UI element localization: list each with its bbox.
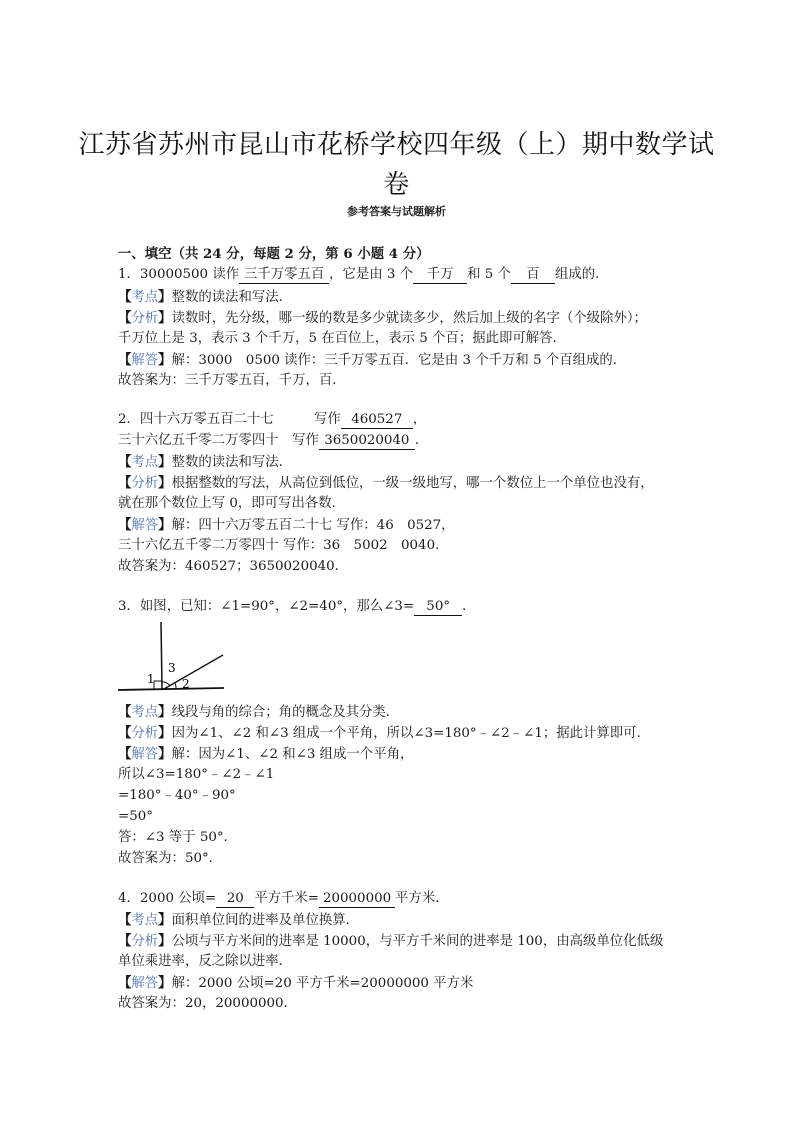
question-text: 1．30000500 读作 bbox=[118, 267, 240, 282]
text-line: 答：∠3 等于 50°． bbox=[118, 830, 237, 845]
question-text: 和 5 个 bbox=[467, 267, 511, 282]
answer-line: 故答案为：20，20000000． bbox=[118, 996, 297, 1011]
question-2b: 三十六亿五千零二万零四十 写作 3650020040 ． bbox=[118, 433, 429, 448]
question-3: 3．如图，已知：∠1=90°，∠2=40°，那么∠3= 50° ． bbox=[118, 599, 476, 614]
svg-text:3: 3 bbox=[168, 661, 176, 675]
answer-line: 故答案为：460527；3650020040． bbox=[118, 559, 349, 574]
svg-text:2: 2 bbox=[182, 677, 190, 691]
text-line: 三十六亿五千零二万零四十 写作：36 5002 0040． bbox=[118, 538, 449, 553]
jieda-line: 【解答】解：四十六万零五百二十七 写作：46 0527， bbox=[118, 517, 455, 533]
answer-line: 故答案为：三千万零五百，千万，百． bbox=[118, 373, 346, 388]
text-line: 千万位上是 3，表示 3 个千万，5 在百位上，表示 5 个百；据此即可解答． bbox=[118, 331, 566, 346]
document-subtitle: 参考答案与试题解析 bbox=[347, 205, 446, 218]
document-title-continued: 卷 bbox=[383, 170, 410, 200]
angle-figure bbox=[118, 620, 230, 696]
fenxi-line: 【分析】读数时，先分级，哪一级的数是多少就读多少，然后加上级的名字（个级除外）； bbox=[118, 310, 647, 326]
text-line: =180°﹣40°﹣90° bbox=[118, 788, 236, 803]
jieda-line: 【解答】解：因为∠1、∠2 和∠3 组成一个平角， bbox=[118, 746, 414, 762]
question-4: 4．2000 公顷= 20 平方千米= 20000000 平方米． bbox=[118, 891, 449, 906]
jieda-line: 【解答】解：2000 公顷=20 平方千米=20000000 平方米 bbox=[118, 975, 474, 991]
question-1 bbox=[118, 265, 609, 285]
fenxi-line: 【分析】公顷与平方米间的进率是 10000，与平方千米间的进率是 100，由高级单位化低级 bbox=[118, 933, 664, 949]
kaodian-line: 【考点】整数的读法和写法． bbox=[118, 454, 293, 470]
document-title: 江苏省苏州市昆山市花桥学校四年级（上）期中数学试 bbox=[78, 130, 715, 160]
fenxi-line: 【分析】因为∠1、∠2 和∠3 组成一个平角，所以∠3=180°﹣∠2﹣∠1；据此计算即可． bbox=[118, 725, 650, 741]
answer-blank: 千万 bbox=[413, 267, 467, 284]
tag-label: 【分析】 bbox=[118, 310, 172, 326]
question-text: ，它是由 3 个 bbox=[329, 267, 414, 282]
text-line: 单位乘进率，反之除以进率． bbox=[118, 954, 293, 969]
answer-blank: 百 bbox=[511, 267, 555, 284]
text-line: 就在那个数位上写 0，即可写出各数． bbox=[118, 496, 346, 511]
answer-line: 故答案为：50°． bbox=[118, 851, 223, 866]
tag-label: 【解答】 bbox=[118, 352, 172, 368]
kaodian-line: 【考点】线段与角的综合；角的概念及其分类． bbox=[118, 704, 400, 720]
question-2: 2．四十六万零五百二十七 写作 460527 ， bbox=[118, 412, 427, 427]
tag-label: 【考点】 bbox=[118, 289, 172, 305]
jieda-line: 【解答】解：3000 0500 读作：三千万零五百．它是由 3 个千万和 5 个百组成的． bbox=[118, 352, 627, 368]
text-line: 所以∠3=180°﹣∠2﹣∠1 bbox=[118, 767, 275, 782]
section-heading: 一、填空（共 24 分，每题 2 分，第 6 小题 4 分） bbox=[118, 246, 430, 262]
kaodian-line: 【考点】整数的读法和写法． bbox=[118, 289, 293, 305]
question-text: 组成的． bbox=[554, 267, 609, 282]
answer-blank: 20 bbox=[216, 891, 254, 908]
answer-blank: 3650020040 bbox=[319, 433, 415, 450]
answer-blank: 三千万零五百 bbox=[239, 267, 329, 284]
kaodian-line: 【考点】面积单位间的进率及单位换算． bbox=[118, 912, 360, 928]
answer-blank: 20000000 bbox=[319, 891, 395, 908]
answer-blank: 460527 bbox=[341, 412, 413, 429]
text-line: =50° bbox=[118, 809, 153, 824]
answer-blank: 50° bbox=[414, 599, 462, 616]
fenxi-line: 【分析】根据整数的写法，从高位到低位，一级一级地写，哪一个数位上一个单位也没有， bbox=[118, 475, 654, 491]
svg-text:1: 1 bbox=[147, 672, 155, 686]
